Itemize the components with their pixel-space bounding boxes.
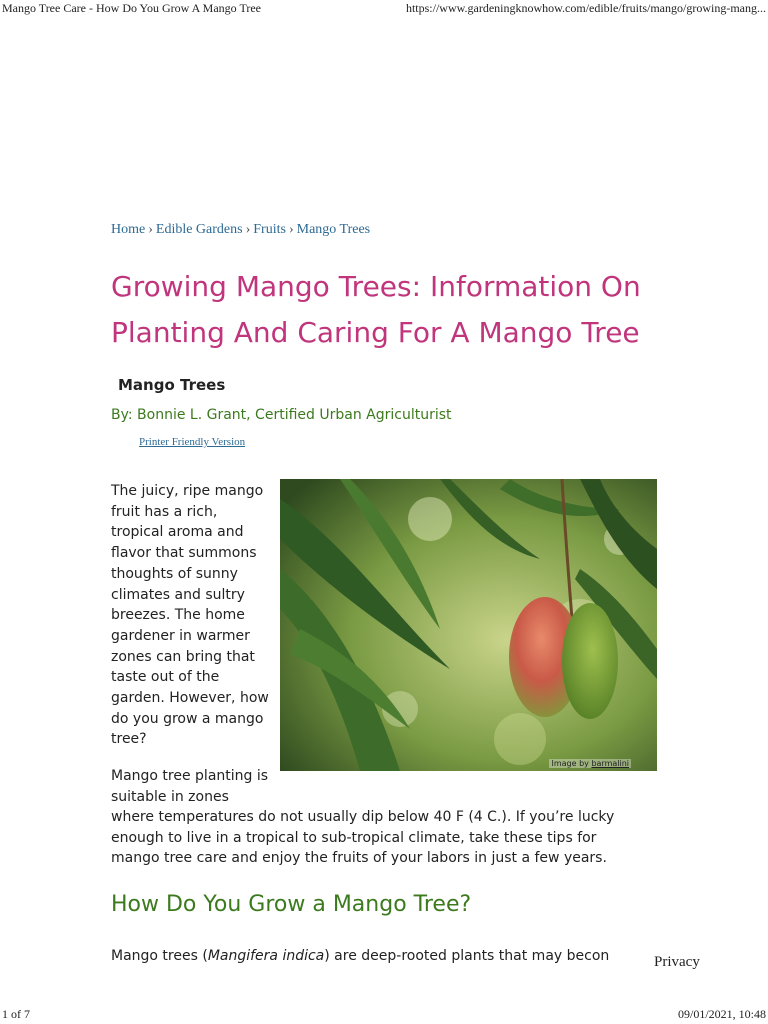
print-datetime: 09/01/2021, 10:48 [677, 1007, 766, 1021]
species-text-after: ) are deep-rooted plants that may becon [324, 948, 610, 964]
article-species-paragraph [111, 948, 623, 972]
article-intro-paragraph: The juicy, ripe mango fruit has a rich, tropical aroma and flavor that summons thoughts of sunny climates and sultry breezes. The home gardener in warmer zones can bring that taste out of the garden. However, how do you grow a mango tree? [111, 483, 269, 748]
breadcrumb-separator: › [288, 222, 294, 237]
section-heading-how-to-grow: How Do You Grow a Mango Tree? [111, 892, 472, 917]
print-page-number: 1 of 7 [2, 1007, 30, 1021]
article-title: Growing Mango Trees: Information On Planting And Caring For A Mango Tree [111, 270, 641, 349]
mango-photo-illustration [280, 479, 657, 771]
species-text-before: Mango trees ( [111, 948, 208, 964]
article-zones-paragraph-start: Mango tree planting is suitable in zones [111, 768, 269, 805]
image-credit-link[interactable]: barmalini [591, 759, 629, 768]
article-zones-paragraph-continued: where temperatures do not usually dip below 40 F (4 C.). If you’re lucky enough to live in a tropical to sub-tropical climate, take these tips for mango tree care and enjoy the fruits of your labors in just a few years. [111, 809, 615, 867]
image-credit [549, 759, 631, 768]
breadcrumb [111, 222, 370, 238]
print-page-title: Mango Tree Care - How Do You Grow A Mango Tree [2, 1, 262, 15]
breadcrumb-separator: › [245, 222, 251, 237]
mango-tree-photo [280, 479, 657, 771]
print-page-url: https://www.gardeningknowhow.com/edible/fruits/mango/growing-mang... [405, 1, 766, 15]
article-category: Mango Trees [118, 376, 226, 394]
print-header [0, 0, 768, 18]
print-footer [0, 1006, 768, 1024]
article-byline: By: Bonnie L. Grant, Certified Urban Agriculturist [111, 407, 452, 423]
breadcrumb-separator: › [148, 222, 153, 237]
printer-friendly-link[interactable]: Printer Friendly Version [139, 436, 246, 448]
image-credit-prefix: Image by [551, 759, 589, 768]
breadcrumb-edible-gardens-link[interactable]: Edible Gardens [155, 222, 243, 237]
breadcrumb-home-link[interactable]: Home [111, 222, 146, 237]
breadcrumb-mango-trees-link[interactable]: Mango Trees [296, 222, 371, 237]
species-latin-name: Mangifera indica [207, 948, 325, 964]
privacy-button[interactable]: Privacy [654, 954, 700, 970]
breadcrumb-fruits-link[interactable]: Fruits [253, 222, 286, 237]
